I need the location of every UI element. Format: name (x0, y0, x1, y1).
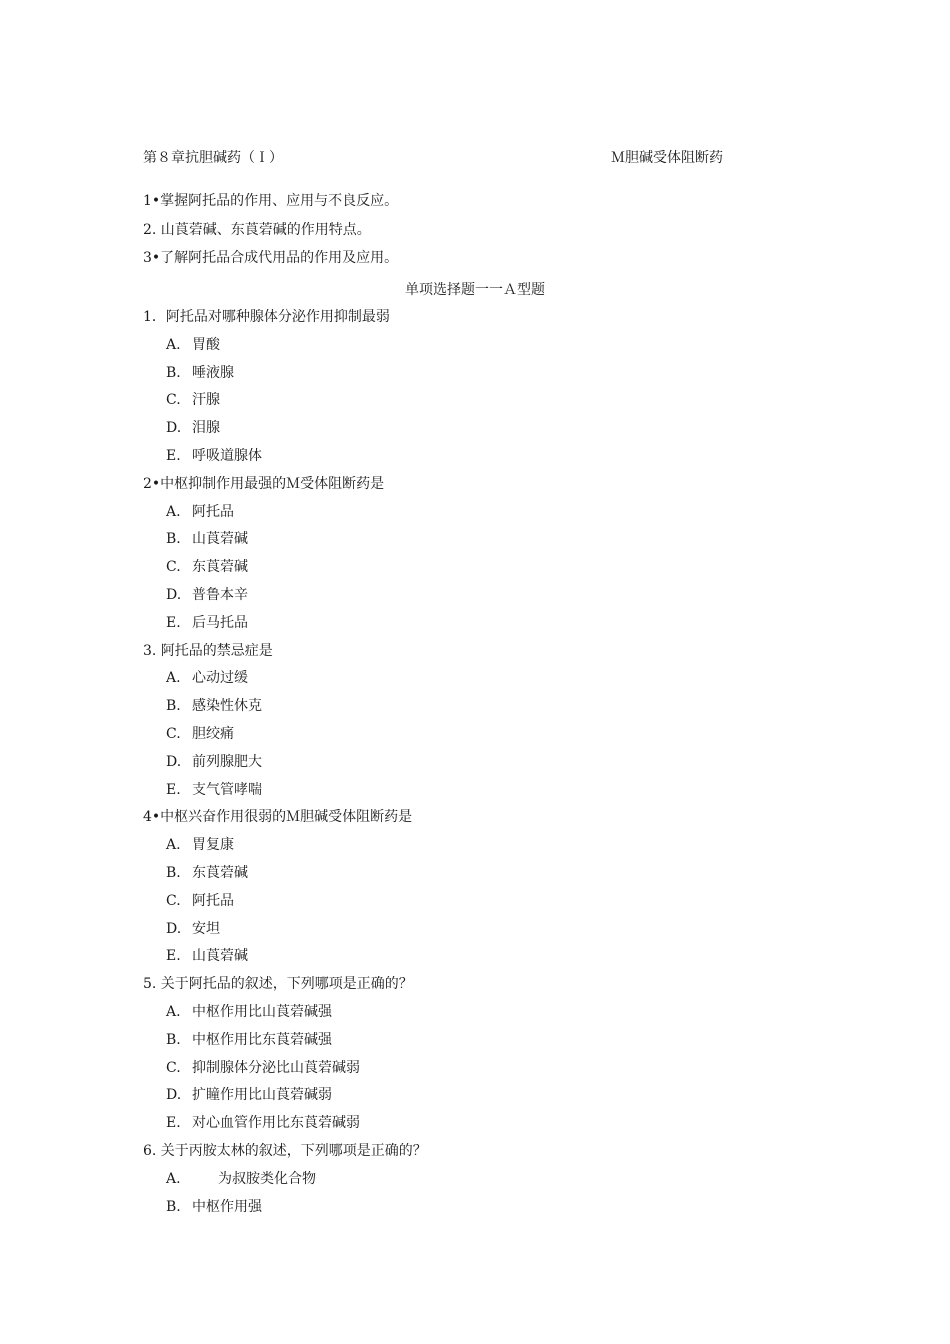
question (143, 473, 427, 640)
answer-option (143, 1084, 427, 1112)
option-letter: E. (166, 447, 181, 464)
option-text: 山莨菪碱 (192, 948, 248, 965)
question (143, 306, 427, 473)
answer-option (143, 1001, 427, 1029)
answer-option (143, 389, 427, 417)
question-stem: 1．阿托品对哪种腺体分泌作用抑制最弱 (143, 309, 390, 325)
answer-option (143, 528, 427, 556)
answer-option (143, 695, 427, 723)
option-letter: D. (166, 753, 182, 770)
option-text: 汗腺 (192, 392, 220, 409)
answer-option (143, 334, 427, 362)
option-letter: C. (166, 559, 181, 576)
option-letter: A. (166, 1003, 181, 1020)
option-letter: A. (166, 670, 181, 687)
objective-item: 2. 山莨菪碱、东莨菪碱的作用特点。 (143, 221, 371, 238)
option-letter: A. (166, 336, 181, 353)
option-letter: B. (166, 364, 181, 381)
option-letter: D. (166, 586, 182, 603)
question (143, 1140, 427, 1223)
option-letter: B. (166, 864, 181, 881)
option-letter: C. (166, 1059, 181, 1076)
answer-option (143, 1196, 427, 1224)
question-list (143, 306, 427, 1223)
option-letter: B. (166, 531, 181, 548)
option-text: 扩瞳作用比山莨菪碱弱 (192, 1087, 332, 1104)
chapter-header (143, 147, 723, 169)
option-text: 后马托品 (192, 614, 248, 631)
option-text: 东莨菪碱 (192, 559, 248, 576)
option-text: 对心血管作用比东莨菪碱弱 (192, 1115, 360, 1132)
answer-option (143, 612, 427, 640)
chapter-subtitle: Ｍ胆碱受体阻断药 (611, 150, 723, 166)
answer-option (143, 1168, 427, 1196)
option-text: 中枢作用强 (192, 1198, 262, 1215)
question (143, 640, 427, 807)
option-text: 阿托品 (192, 892, 234, 909)
option-text: 阿托品 (192, 503, 234, 520)
option-letter: C. (166, 725, 181, 742)
option-text: 山莨菪碱 (192, 531, 248, 548)
question-stem: 5. 关于阿托品的叙述，下列哪项是正确的？ (143, 976, 413, 993)
question-stem: 6. 关于丙胺太林的叙述，下列哪项是正确的？ (143, 1142, 427, 1159)
option-text: 普鲁本辛 (192, 586, 248, 603)
section-title: 单项选择题一一Ａ型题 (405, 282, 545, 298)
answer-option (143, 1112, 427, 1140)
option-text: 泪腺 (192, 420, 220, 437)
answer-option (143, 556, 427, 584)
question-stem: 4•中枢兴奋作用很弱的Ｍ胆碱受体阻断药是 (143, 809, 413, 826)
answer-option (143, 723, 427, 751)
option-letter: D. (166, 1087, 182, 1104)
option-text: 感染性休克 (192, 698, 262, 715)
question (143, 973, 427, 1140)
option-text: 心动过缓 (192, 670, 248, 687)
answer-option (143, 1057, 427, 1085)
learning-objectives (143, 190, 398, 276)
option-text: 安坦 (192, 920, 220, 937)
option-text: 胆绞痛 (192, 725, 234, 742)
answer-option (143, 945, 427, 973)
option-letter: D. (166, 420, 182, 437)
answer-option (143, 362, 427, 390)
option-letter: E. (166, 1115, 181, 1132)
option-text: 胃复康 (192, 837, 234, 854)
option-letter: A. (166, 837, 181, 854)
question-stem: 2•中枢抑制作用最强的Ｍ受体阻断药是 (143, 475, 385, 492)
answer-option (143, 445, 427, 473)
answer-option (143, 417, 427, 445)
chapter-title: 第８章抗胆碱药（Ｉ） (143, 150, 283, 166)
option-text: 东莨菪碱 (192, 864, 248, 881)
option-text: 唾液腺 (192, 364, 234, 381)
answer-option (143, 862, 427, 890)
option-text: 前列腺肥大 (192, 753, 262, 770)
answer-option (143, 890, 427, 918)
answer-option (143, 667, 427, 695)
option-letter: B. (166, 1198, 181, 1215)
option-letter: C. (166, 892, 181, 909)
option-text: 呼吸道腺体 (192, 447, 262, 464)
objective-item: 1•掌握阿托品的作用、应用与不良反应。 (143, 193, 399, 209)
question-stem: 3. 阿托品的禁忌症是 (143, 642, 273, 659)
answer-option (143, 584, 427, 612)
option-letter: C. (166, 392, 181, 409)
option-letter: D. (166, 920, 182, 937)
option-text: 抑制腺体分泌比山莨菪碱弱 (192, 1059, 360, 1076)
option-letter: A. (166, 503, 181, 520)
option-letter: E. (166, 948, 181, 965)
option-letter: B. (166, 1031, 181, 1048)
option-text: 胃酸 (192, 336, 220, 353)
objective-item: 3•了解阿托品合成代用品的作用及应用。 (143, 250, 399, 266)
option-letter: E. (166, 781, 181, 798)
option-letter: B. (166, 698, 181, 715)
answer-option (143, 501, 427, 529)
option-text: 支气管哮喘 (192, 781, 262, 798)
option-text: 为叔胺类化合物 (218, 1170, 316, 1187)
option-letter: A. (166, 1170, 181, 1187)
answer-option (143, 751, 427, 779)
answer-option (143, 1029, 427, 1057)
question (143, 806, 427, 973)
option-text: 中枢作用比东莨菪碱强 (192, 1031, 332, 1048)
option-letter: E. (166, 614, 181, 631)
answer-option (143, 834, 427, 862)
option-text: 中枢作用比山莨菪碱强 (192, 1003, 332, 1020)
answer-option (143, 918, 427, 946)
answer-option (143, 779, 427, 807)
